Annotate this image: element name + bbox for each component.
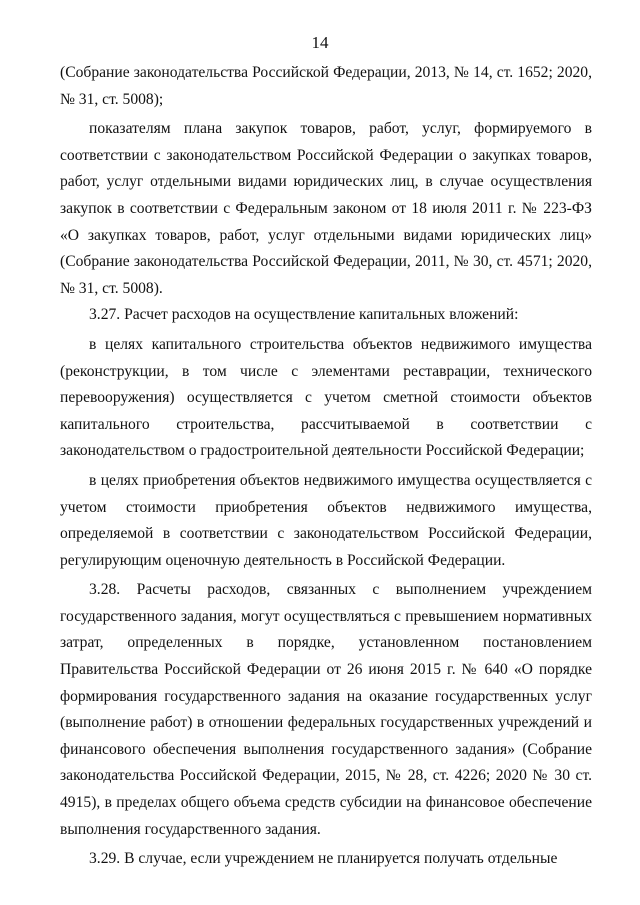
paragraph-citation-2013: (Собрание законодательства Российской Федерации, 2013, № 14, ст. 1652; 2020, № 31, ст. 5008); (60, 64, 592, 108)
paragraph-procurement-plan: показателям плана закупок товаров, работ, услуг, формируемого в соответствии с законодательством Российской Федерации о закупках товаров, работ, услуг отдельными видами юридических лиц, в случае осуществления закупок в соответствии с Федеральным законом от 18 июля 2011 г. № 223-ФЗ «О закупках товаров, работ, услуг отдельными видами юридических лиц» (Собрание законодательства Российской Федерации, 2011, № 30, ст. 4571; 2020, № 31, ст. 5008). (60, 120, 592, 297)
paragraph-3-29: 3.29. В случае, если учреждением не планируется получать отдельные (89, 850, 558, 868)
paragraph-3-28: 3.28. Расчеты расходов, связанных с выполнением учреждением государственного задания, могут осуществляться с превышением нормативных затрат, определенных в порядке, установленном постановлением Правительства Российской Федерации от 26 июня 2015 г. № 640 «О порядке формирования государственного задания на оказание государственных услуг (выполнение работ) в отношении федеральных государственных учреждений и финансового обеспечения выполнения государственного задания» (Собрание законодательства Российской Федерации, 2015, № 28, ст. 4226; 2020 № 30 ст. 4915), в пределах общего объема средств субсидии на финансовое обеспечение выполнения государственного задания. (60, 581, 592, 838)
paragraph-3-27-heading: 3.27. Расчет расходов на осуществление капитальных вложений: (89, 306, 519, 324)
document-body (60, 60, 592, 873)
page-number: 14 (311, 33, 329, 52)
paragraph-real-estate-acquisition: в целях приобретения объектов недвижимого имущества осуществляется с учетом стоимости приобретения объектов недвижимого имущества, определяемой в соответствии с законодательством Российской Федерации, регулирующим оценочную деятельность в Российской Федерации. (60, 471, 592, 569)
paragraph-capital-construction: в целях капитального строительства объектов недвижимого имущества (реконструкции, в том числе с элементами реставрации, технического перевооружения) осуществляется с учетом сметной стоимости объектов капитального строительства, рассчитываемой в соответствии с законодательством о градостроительной деятельности Российской Федерации; (60, 335, 592, 460)
